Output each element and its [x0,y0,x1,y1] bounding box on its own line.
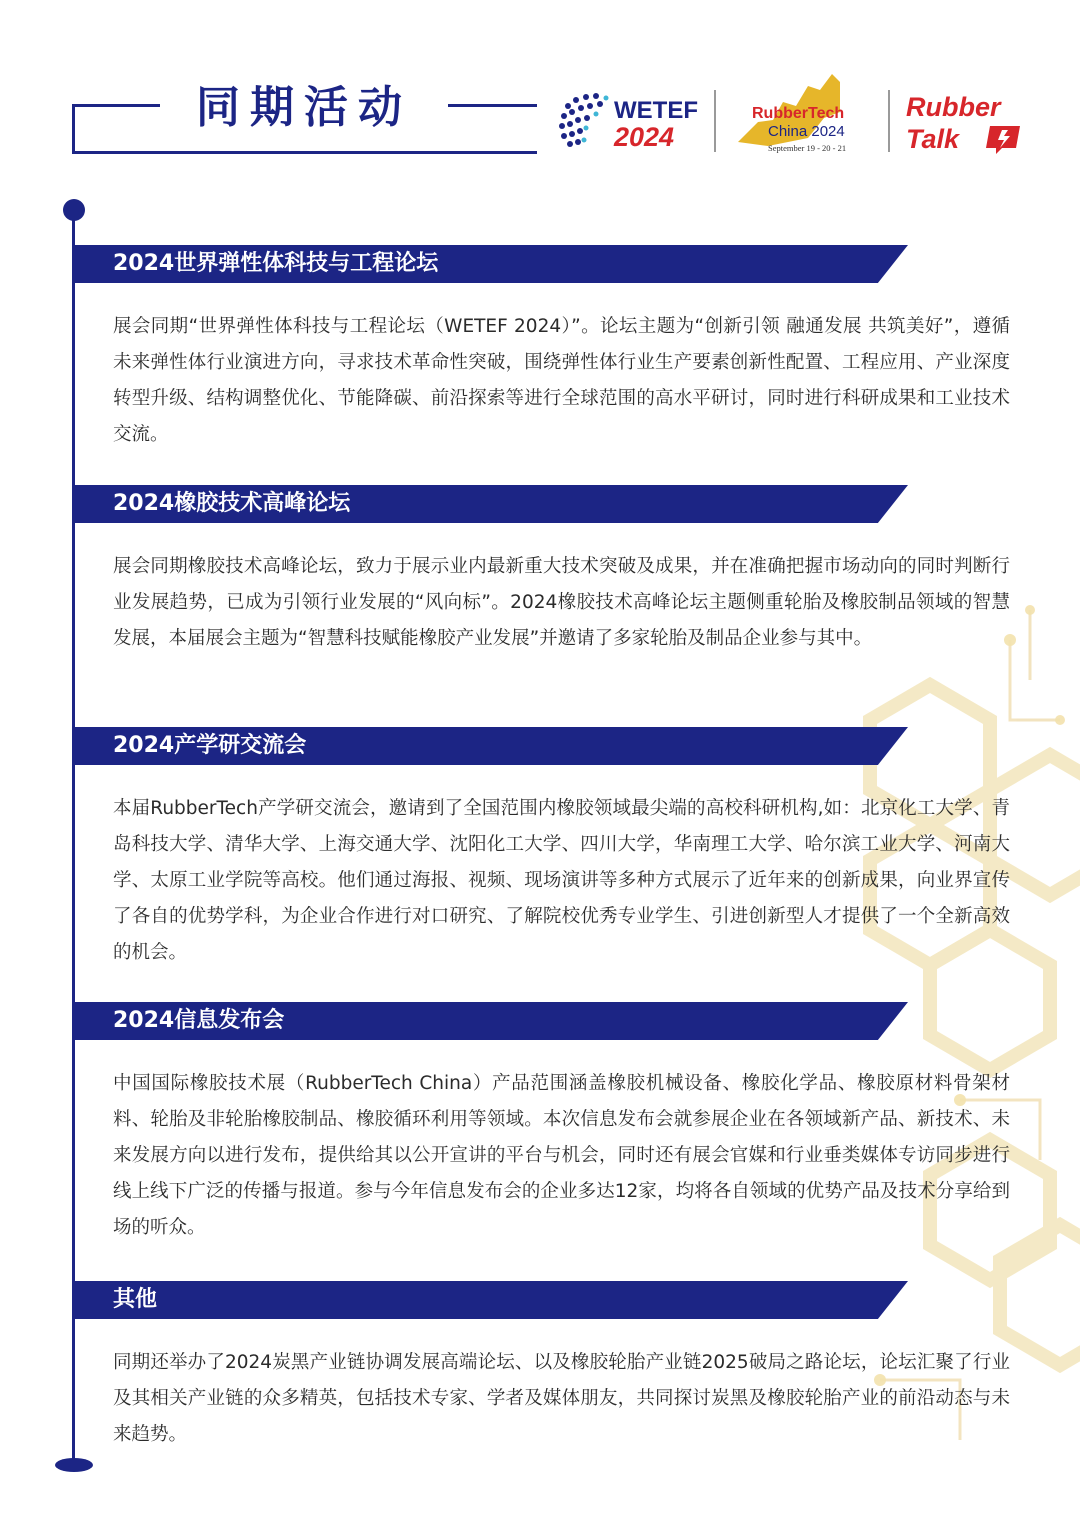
rubbertech-logo-date: September 19 - 20 - 21 [768,143,847,153]
sponsor-logos [556,70,1036,160]
wetef-logo [556,88,706,154]
rubbertalk-logo [904,88,1034,156]
section-body: 展会同期橡胶技术高峰论坛，致力于展示业内最新重大技术突破及成果，并在准确把握市场动向的同时判断行业发展趋势，已成为引领行业发展的“风向标”。2024橡胶技术高峰论坛主题侧重轮胎及橡胶制品领域的智慧发展，本届展会主题为“智慧科技赋能橡胶产业发展”并邀请了多家轮胎及制品企业参与其中。 [113,556,1010,649]
rubbertech-logo [728,72,878,158]
section-banner-summit [72,485,908,523]
section-title: 2024信息发布会 [113,1008,285,1033]
section-banner-press [72,1002,908,1040]
rubbertech-logo-text: RubberTech [752,105,845,122]
section-banner-wetef [72,245,908,283]
rubbertalk-logo-line1: Rubber [906,92,1001,122]
section-banner-academic [72,727,908,765]
header-rule-right [448,104,537,107]
banner-background [72,1281,908,1319]
section-body: 同期还举办了2024炭黑产业链协调发展高端论坛、以及橡胶轮胎产业链2025破局之路论坛，论坛汇聚了行业及其相关产业链的众多精英，包括技术专家、学者及媒体朋友，共同探讨炭黑及橡胶轮胎产业的前沿动态与未来趋势。 [113,1352,1010,1445]
logo-divider [888,90,890,152]
section-title: 2024世界弹性体科技与工程论坛 [113,251,439,276]
section-banner-other [72,1281,908,1319]
rubbertech-logo-subtitle: China 2024 [768,123,845,140]
timeline-line [72,212,75,1464]
wetef-logo-text: WETEF [614,97,698,124]
section-title: 2024橡胶技术高峰论坛 [113,491,351,516]
page-title: 同期活动 [196,82,412,133]
section-body: 本届RubberTech产学研交流会，邀请到了全国范围内橡胶领域最尖端的高校科研机构,如：北京化工大学、青岛科技大学、清华大学、上海交通大学、沈阳化工大学、四川大学，华南理工大学、哈尔滨工业大学、河南大学、太原工业学院等高校。他们通过海报、视频、现场演讲等多种方式展示了近年来的创新成果，向业界宣传了各自的优势学科，为企业合作进行对口研究、了解院校优秀专业学生、引进创新型人才提供了一个全新高效的机会。 [113,798,1010,963]
wetef-logo-year: 2024 [614,122,675,152]
timeline-end-dot [55,1458,93,1472]
section-title: 其他 [113,1287,158,1312]
section-body: 展会同期“世界弹性体科技与工程论坛（WETEF 2024）”。论坛主题为“创新引领 融通发展 共筑美好”，遵循未来弹性体行业演进方向，寻求技术革命性突破，围绕弹性体行业生产要素创新性配置、工程应用、产业深度转型升级、结构调整优化、节能降碳、前沿探索等进行全球范围的高水平研讨，同时进行科研成果和工业技术交流。 [113,316,1010,445]
logo-divider [714,90,716,152]
timeline-start-dot [63,199,85,221]
section-body: 中国国际橡胶技术展（RubberTech China）产品范围涵盖橡胶机械设备、橡胶化学品、橡胶原材料骨架材料、轮胎及非轮胎橡胶制品、橡胶循环利用等领域。本次信息发布会就参展企业在各领域新产品、新技术、未来发展方向以进行发布，提供给其以公开宣讲的平台与机会，同时还有展会官媒和行业垂类媒体专访同步进行线上线下广泛的传播与报道。参与今年信息发布会的企业多达12家，均将各自领域的优势产品及技术分享给到场的听众。 [113,1073,1010,1238]
rubbertalk-logo-line2: Talk [906,124,960,154]
section-title: 2024产学研交流会 [113,733,307,758]
header-rule-left [72,104,160,107]
